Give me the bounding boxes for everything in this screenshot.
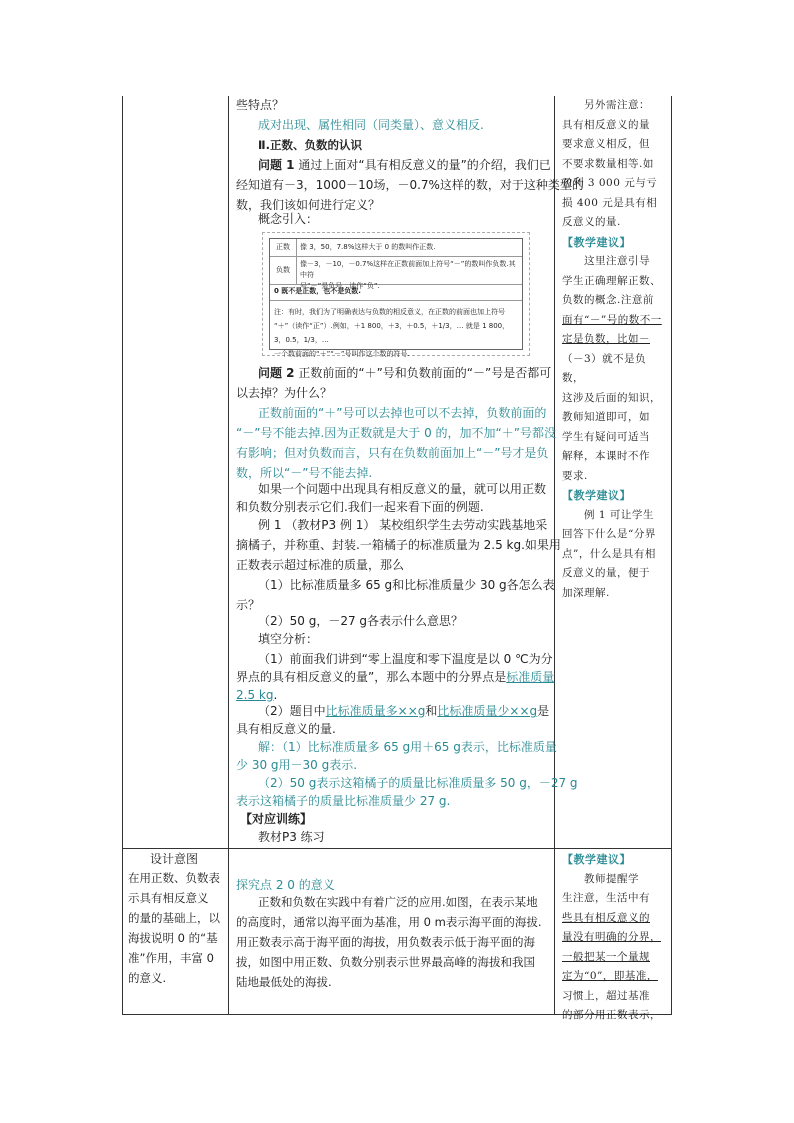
concept-row-zero	[270, 284, 522, 301]
side-line: 盈利 3 000 元与亏	[562, 177, 658, 189]
design-intent-title: 设计意图	[150, 852, 199, 866]
answer-line: “－”号不能去掉.因为正数就是大于 0 的，加不加“＋”号都没	[236, 426, 556, 440]
negative-label: 负数	[270, 256, 297, 284]
text-line: 正数表示超过标准的质量，那么	[236, 558, 405, 572]
solution-line: （2）50 g表示这箱橘子的质量比标准质量多 50 g，－27 g	[258, 776, 578, 790]
side-line: 负数的概念.注意前	[562, 294, 654, 306]
table-row-divider	[122, 848, 672, 849]
explore-line: 拔，如图中用正数、负数分别表示世界最高峰的海拔和我国	[236, 955, 535, 969]
concept-table	[269, 238, 523, 358]
negative-text-line: 像－3，－10，－0.7%这样在正数前面加上符号“－”的数叫作负数.其中符	[300, 260, 516, 279]
question-1	[258, 154, 551, 176]
table-left-border	[122, 96, 123, 1014]
question-text: 通过上面对“具有相反意义的量”的介绍，我们已	[294, 158, 551, 172]
design-line: 海拔说明 0 的“基	[128, 931, 218, 945]
side-notes-bottom	[562, 850, 668, 1026]
question-label: 问题 2	[258, 366, 295, 380]
fill-text: （2）题目中	[258, 704, 326, 718]
answer-line: 数，所以“－”号不能去掉.	[236, 466, 373, 480]
answer-line: 成对出现、属性相同（同类量）、意义相反.	[258, 118, 484, 132]
fill-answer: 标准质量	[506, 670, 555, 684]
side-line: 面有“－”号的数不一	[562, 313, 662, 326]
side-line: 教师知道即可，如	[562, 411, 650, 423]
table-right-border	[671, 96, 672, 1014]
side-line: 例 1 可让学生	[584, 508, 654, 521]
text-line: 填空分析：	[258, 632, 319, 646]
side-heading: 【教学建议】	[562, 853, 631, 866]
negative-text-line: 号“－”是负号，读作“负”.	[300, 282, 380, 290]
text-line: 具有相反意义的量.	[236, 722, 336, 736]
side-line: 这涉及后面的知识，	[562, 391, 661, 404]
explore-line: 的高度时，通常以海平面为基准，用 0 m表示海平面的海拔.	[236, 915, 542, 929]
solution-line: 表示这箱橘子的质量比标准质量少 27 g.	[236, 794, 451, 808]
side-line: 习惯上，超过基准	[562, 989, 650, 1002]
side-heading: 【教学建议】	[562, 489, 631, 502]
concept-title: 概念引入：	[258, 212, 319, 226]
design-intent-text	[128, 868, 226, 988]
solution-line: 解：（1）比标准质量多 65 g用＋65 g表示，比标准质量	[258, 740, 557, 754]
table-col-divider-1	[228, 96, 229, 1014]
text-line: 示？	[236, 598, 261, 612]
side-line: 解释，本课时不作	[562, 450, 650, 462]
fill-answer: 比标准质量少××g	[437, 704, 538, 718]
fill-line	[236, 666, 554, 688]
side-line: 加深理解.	[562, 586, 610, 599]
text-line: 和负数分别表示它们.我们一起来看下面的例题.	[236, 500, 484, 514]
design-line: 示具有相反意义	[128, 891, 209, 905]
concept-note	[274, 305, 518, 361]
text-line: 些特点？	[236, 98, 285, 112]
side-line: （－3）就不是负数，	[562, 352, 647, 384]
text-line: （1）前面我们讲到“零上温度和零下温度是以 0 ℃为分	[258, 652, 553, 666]
side-line: 不要求数量相等.如	[562, 157, 654, 170]
text-line: 以去掉？为什么？	[236, 386, 333, 400]
positive-text: 像 3，50，7.8%这样大于 0 的数叫作正数.	[300, 243, 436, 251]
side-line: 点”，什么是具有相	[562, 547, 656, 560]
side-line: 具有相反意义的量	[562, 118, 650, 131]
solution-line: 少 30 g用－30 g表示.	[236, 758, 358, 772]
side-line: 量没有明确的分界，	[562, 931, 661, 943]
side-line: 反意义的量，便于	[562, 567, 650, 579]
explore-text	[236, 892, 552, 992]
note-line: 注：有时，我们为了明确表达与负数的相反意义，在正数的前面也加上符号	[274, 308, 505, 316]
design-line: 的意义.	[128, 971, 167, 985]
design-line: 准”作用，丰富 0	[128, 951, 214, 965]
question-2	[258, 362, 551, 384]
text-line: （1）比标准质量多 65 g和比标准质量少 30 g各怎么表	[258, 578, 555, 592]
fill-text: 界点的具有相反意义的量”，那么本题中的分界点是	[236, 670, 507, 684]
fill-answer: 2.5 kg	[236, 688, 274, 702]
note-line: 一个数前面的“＋”“－”号叫作这个数的符号.	[274, 350, 410, 358]
concept-row-negative	[270, 256, 522, 290]
side-line: 损 400 元是具有相	[562, 196, 658, 209]
zero-text: 0 既不是正数，也不是负数.	[274, 287, 361, 295]
design-line: 在用正数、负数表	[128, 871, 220, 885]
side-line: 一般把某一个量规	[562, 950, 650, 963]
text-line: 数，我们该如何进行定义？	[236, 198, 381, 212]
side-line: 生注意，生活中有	[562, 892, 650, 904]
fill-text: .	[273, 688, 278, 702]
text-line: 摘橘子，并称重、封装.一箱橘子的标准质量为 2.5 kg.如果用	[236, 538, 561, 552]
text-line: 如果一个问题中出现具有相反意义的量，就可以用正数	[258, 482, 547, 496]
question-text: 正数前面的“＋”号和负数前面的“－”号是否都可	[294, 366, 552, 380]
fill-answer: 比标准质量多××g	[325, 704, 426, 718]
side-line: 的部分用正数表示，	[562, 1009, 661, 1021]
explore-line: 陆地最低处的海拔.	[236, 975, 332, 989]
explore-line: 用正数表示高于海平面的海拔，用负数表示低于海平面的海	[236, 935, 535, 949]
example-1: 例 1 （教材P3 例 1） 某校组织学生去劳动实践基地采	[258, 518, 548, 532]
question-label: 问题 1	[258, 158, 295, 172]
design-line: 的量的基础上，以	[128, 911, 220, 925]
side-line: 定是负数，比如－	[562, 333, 650, 345]
explore-line: 正数和负数在实践中有着广泛的应用.如图，在表示某地	[258, 895, 538, 909]
side-line: 学生有疑问可适当	[562, 430, 650, 443]
side-line: 学生正确理解正数、	[562, 274, 661, 287]
answer-line: 有影响；但对负数而言，只有在负数前面加上“－”号才是负	[236, 446, 549, 460]
side-line: 定为“0”，即基准，	[562, 970, 658, 982]
side-line: 教师提醒学	[584, 872, 639, 885]
text-line: （2）50 g，－27 g各表示什么意思？	[258, 614, 464, 628]
side-line: 这里注意引导	[584, 255, 650, 267]
side-line: 要求.	[562, 469, 588, 482]
fill-text: 和	[425, 704, 438, 718]
section-heading: Ⅱ.正数、负数的认识	[258, 138, 362, 152]
side-line: 要求意义相反，但	[562, 138, 650, 150]
answer-line: 正数前面的“＋”号可以去掉也可以不去掉，负数前面的	[258, 406, 547, 420]
side-heading: 【教学建议】	[562, 235, 631, 249]
side-line: 反意义的量.	[562, 216, 621, 228]
training-heading: 【对应训练】	[240, 812, 313, 826]
note-line: “＋”（读作“正”）.例如，＋1 800，＋3，＋0.5，＋1/3，… 就是 1 800，3，0.5，1/3，…	[274, 322, 510, 344]
training-text: 教材P3 练习	[258, 830, 325, 844]
side-line: 些具有相反意义的	[562, 911, 650, 924]
explore-title: 探究点 2 0 的意义	[236, 878, 335, 892]
concept-box	[262, 232, 530, 356]
text-line: 经知道有－3，1000－10场，－0.7%这样的数，对于这种类型的	[236, 178, 584, 192]
side-notes-top	[562, 96, 668, 603]
side-line: 回答下什么是“分界	[562, 528, 656, 540]
positive-label: 正数	[270, 239, 297, 256]
fill-text: 是	[537, 704, 550, 718]
concept-row-positive	[270, 239, 522, 257]
side-line: 另外需注意：	[584, 99, 650, 111]
